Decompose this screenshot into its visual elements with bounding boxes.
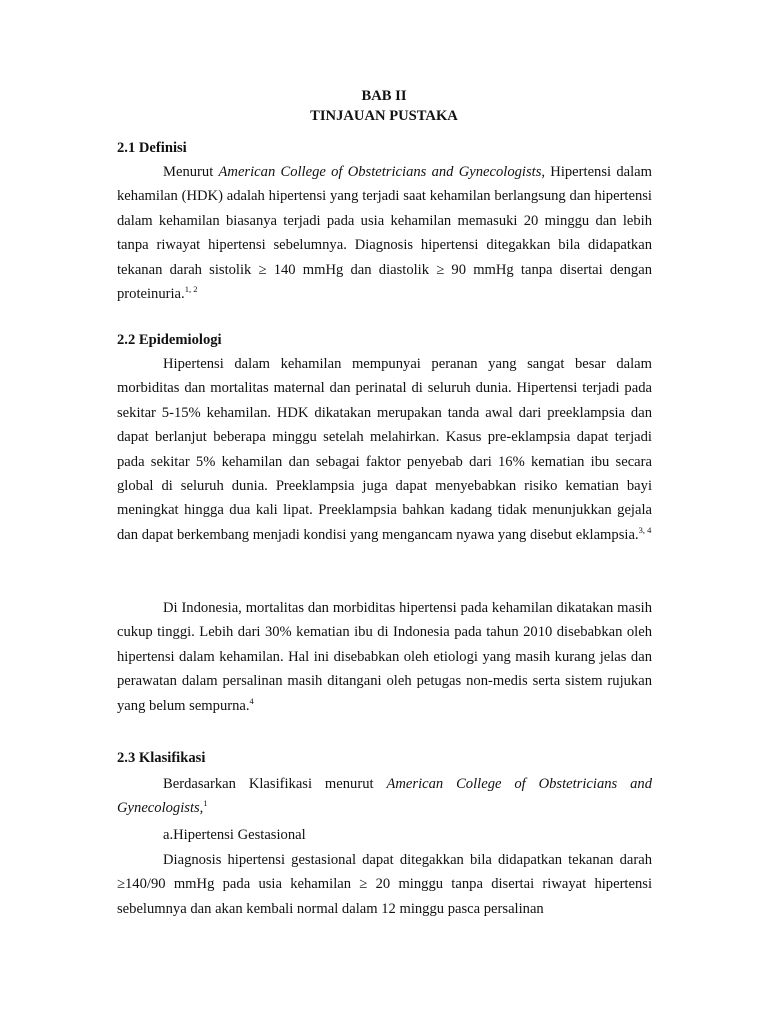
text-run: , Hipertensi dalam kehamilan (HDK) adalah hipertensi yang terjadi saat kehamilan berlangsung dan hipertensi dalam kehamilan biasanya terjadi pada usia kehamilan memasuki 20 minggu dan lebih tanpa riwayat hipertensi sebelumnya. Diagnosis hipertensi ditegakkan bila didapatkan tekanan darah sistolik ≥ 140 mmHg dan diastolik ≥ 90 mmHg tanpa disertai dengan proteinuria. bbox=[117, 164, 652, 303]
paragraph-epidemiologi-2 bbox=[117, 596, 652, 718]
subheading-hipertensi-gestasional: a.Hipertensi Gestasional bbox=[163, 827, 306, 843]
italic-text-run: American College of Obstetricians and Gynecologists, bbox=[117, 776, 652, 817]
text-run: Diagnosis hipertensi gestasional dapat ditegakkan bila didapatkan tekanan darah ≥140/90 mmHg pada usia kehamilan ≥ 20 minggu tanpa disertai riwayat hipertensi sebelumnya dan akan kembali normal dalam 12 minggu pasca persalinan bbox=[117, 852, 652, 917]
reference-superscript: 4 bbox=[249, 695, 254, 706]
section-heading-epidemiologi: 2.2 Epidemiologi bbox=[117, 332, 222, 348]
text-run: Berdasarkan Klasifikasi menurut bbox=[163, 776, 387, 792]
section-heading-definisi: 2.1 Definisi bbox=[117, 140, 187, 156]
text-run: Menurut bbox=[163, 164, 219, 180]
chapter-title: BAB II bbox=[361, 88, 407, 104]
text-run: Di Indonesia, mortalitas dan morbiditas hipertensi pada kehamilan dikatakan masih cukup tinggi. Lebih dari 30% kematian ibu di Indonesia pada tahun 2010 disebabkan oleh hipertensi dalam kehamilan. Hal ini disebabkan oleh etiologi yang masih kurang jelas dan perawatan dalam persalinan masih ditangani oleh petugas non-medis serta sistem rujukan yang belum sempurna. bbox=[117, 600, 652, 714]
paragraph-hipertensi-gestasional bbox=[117, 848, 652, 921]
reference-superscript: 1 bbox=[203, 798, 208, 809]
paragraph-epidemiologi-1 bbox=[117, 352, 652, 547]
reference-superscript: 3, 4 bbox=[638, 524, 652, 535]
paragraph-klasifikasi-intro bbox=[117, 772, 652, 821]
paragraph-definisi bbox=[117, 160, 652, 306]
chapter-subtitle: TINJAUAN PUSTAKA bbox=[310, 108, 458, 124]
section-heading-klasifikasi: 2.3 Klasifikasi bbox=[117, 750, 206, 766]
italic-text-run: American College of Obstetricians and Gynecologists bbox=[218, 164, 542, 180]
text-run: Hipertensi dalam kehamilan mempunyai peranan yang sangat besar dalam morbiditas dan mortalitas maternal dan perinatal di seluruh dunia. Hipertensi terjadi pada sekitar 5-15% kehamilan. HDK dikatakan merupakan tanda awal dari preeklampsia dan dapat berlanjut beberapa minggu setelah melahirkan. Kasus pre-eklampsia dapat terjadi pada sekitar 5% kehamilan dan sebagai faktor penyebab dari 16% kematian ibu secara global di seluruh dunia. Preeklampsia juga dapat menyebabkan risiko kematian bayi meningkat hingga dua kali lipat. Preeklampsia bahkan kadang tidak menunjukkan gejala dan dapat berkembang menjadi kondisi yang mengancam nyawa yang disebut eklampsia. bbox=[117, 356, 652, 543]
reference-superscript: 1, 2 bbox=[184, 284, 198, 295]
